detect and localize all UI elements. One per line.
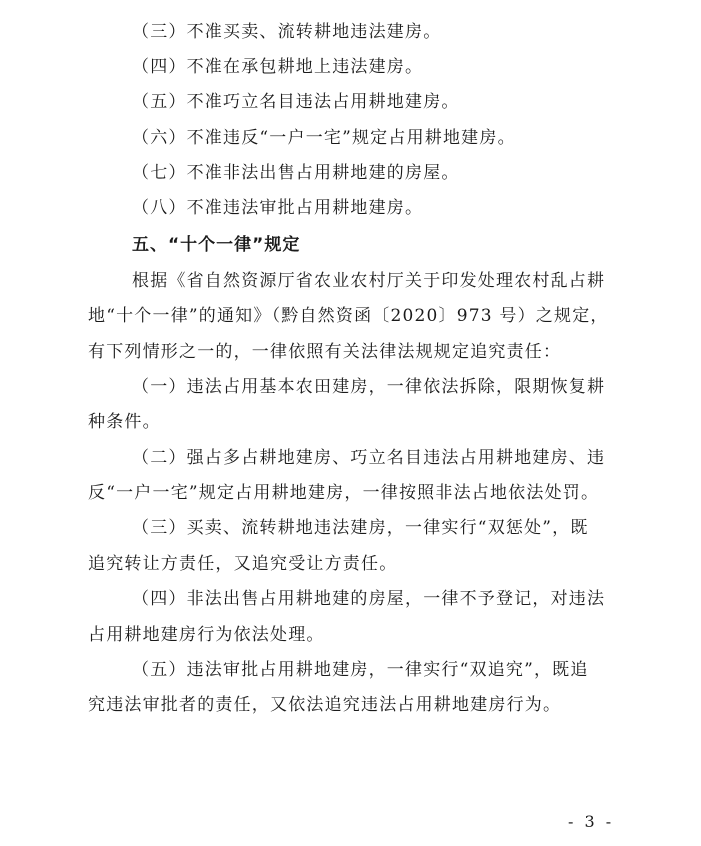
section-heading: 五、“十个一律”规定 — [132, 235, 301, 255]
rule-1-line-2: 种条件。 — [88, 412, 161, 432]
rule-4-line-2: 占用耕地建房行为依法处理。 — [88, 625, 325, 645]
page-number: - 3 - — [568, 812, 615, 831]
prohibition-item-3: （三）不准买卖、流转耕地违法建房。 — [132, 22, 442, 42]
intro-line-3: 有下列情形之一的，一律依照有关法律法规规定追究责任： — [88, 342, 562, 362]
prohibition-item-6: （六）不准违反“一户一宅”规定占用耕地建房。 — [132, 128, 516, 148]
rule-2-line-2: 反“一户一宅”规定占用耕地建房，一律按照非法占地依法处罚。 — [88, 483, 600, 503]
rule-3-line-1: （三）买卖、流转耕地违法建房，一律实行“双惩处”，既 — [132, 518, 589, 538]
prohibition-item-4: （四）不准在承包耕地上违法建房。 — [132, 57, 424, 77]
rule-2-line-1: （二）强占多占耕地建房、巧立名目违法占用耕地建房、违 — [132, 448, 606, 468]
rule-1-line-1: （一）违法占用基本农田建房，一律依法拆除，限期恢复耕 — [132, 377, 606, 397]
prohibition-item-7: （七）不准非法出售占用耕地建的房屋。 — [132, 163, 460, 183]
rule-5-line-1: （五）违法审批占用耕地建房，一律实行“双追究”，既追 — [132, 660, 589, 680]
prohibition-item-5: （五）不准巧立名目违法占用耕地建房。 — [132, 92, 460, 112]
rule-4-line-1: （四）非法出售占用耕地建的房屋，一律不予登记，对违法 — [132, 589, 606, 609]
intro-line-2: 地“十个一律”的通知》（黔自然资函〔2020〕973 号）之规定， — [88, 306, 609, 326]
prohibition-item-8: （八）不准违法审批占用耕地建房。 — [132, 198, 424, 218]
rule-3-line-2: 追究转让方责任，又追究受让方责任。 — [88, 554, 398, 574]
rule-5-line-2: 究违法审批者的责任，又依法追究违法占用耕地建房行为。 — [88, 695, 562, 715]
intro-line-1: 根据《省自然资源厅省农业农村厅关于印发处理农村乱占耕 — [132, 271, 606, 291]
